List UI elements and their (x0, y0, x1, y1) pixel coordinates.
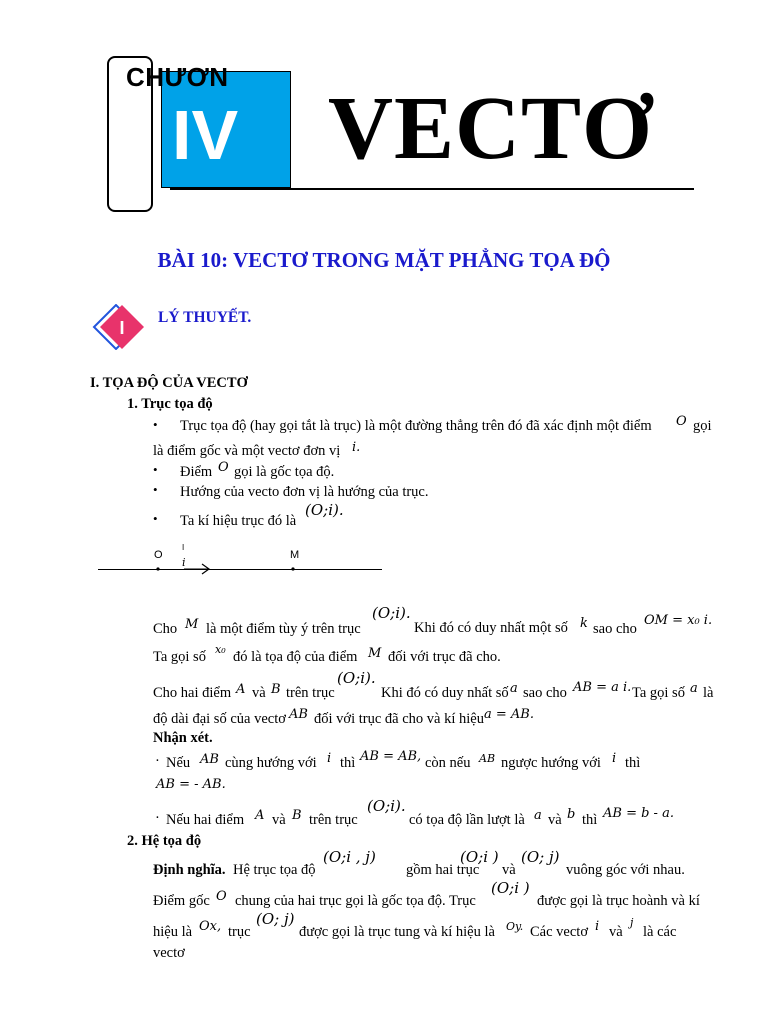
para-1-text: Khi đó có duy nhất một số (414, 620, 568, 636)
definition-text: Điểm gốc (153, 893, 210, 909)
math-symbol: Oy. (506, 920, 524, 933)
math-symbol: (O;i). (305, 501, 344, 519)
para-3-text: sao cho (523, 685, 567, 701)
definition-text: chung của hai trục gọi là gốc tọa độ. Trục (235, 893, 476, 909)
bullet-dot: • (153, 482, 158, 497)
math-symbol: (O;i ) (460, 848, 499, 866)
remark-title: Nhận xét. (153, 730, 213, 746)
math-symbol: Ox, (199, 919, 222, 934)
definition-text: được gọi là trục tung và kí hiệu là (299, 924, 495, 940)
math-formula: AB = a i. (573, 680, 632, 695)
definition-text: được gọi là trục hoành và kí (537, 893, 700, 909)
axis-tick-mark: I (182, 543, 185, 552)
math-symbol: a (690, 681, 698, 696)
definition-text: và (609, 924, 623, 940)
math-symbol: AB (479, 752, 496, 765)
math-symbol: A (255, 808, 265, 823)
math-symbol: (O;i). (367, 797, 406, 815)
section-label: LÝ THUYẾT. (158, 309, 252, 326)
remark-1-text: cùng hướng với (225, 755, 317, 771)
heading-he-toa-do: 2. Hệ tọa độ (127, 833, 202, 849)
math-symbol: M (185, 617, 199, 632)
para-3-text: trên trục (286, 685, 335, 701)
definition-text: vuông góc với nhau. (566, 862, 685, 878)
para-1-text: sao cho (593, 621, 637, 637)
bullet-3-text: Hướng của vecto đơn vị là hướng của trục. (180, 484, 429, 500)
para-1-text: là một điểm tùy ý trên trục (206, 621, 361, 637)
math-symbol: (O;i ) (491, 879, 530, 897)
lesson-title: BÀI 10: VECTƠ TRONG MẶT PHẲNG TỌA ĐỘ (157, 248, 611, 272)
math-symbol: M (368, 646, 382, 661)
section-badge-text: I (119, 318, 125, 338)
title-underline (170, 188, 694, 190)
math-symbol: B (292, 808, 302, 823)
heading-toa-do-vecto: I. TỌA ĐỘ CỦA VECTƠ (90, 375, 248, 391)
para-4-text: đối với trục đã cho và kí hiệu (314, 711, 484, 727)
section-badge (92, 304, 154, 350)
axis-label-i: i (182, 556, 186, 569)
para-2-text: đó là tọa độ của điểm (233, 649, 358, 665)
remark-2-text: và (548, 812, 562, 828)
bullet-4-text: Ta kí hiệu trục đó là (180, 513, 297, 529)
math-symbol: (O;i , j) (323, 848, 376, 866)
para-4-text: độ dài đại số của vectơ (153, 711, 286, 727)
math-symbol: AB (289, 707, 308, 722)
axis-label-o: O (154, 549, 163, 561)
math-symbol: B (271, 682, 281, 697)
para-3-text: Cho hai điểm (153, 685, 232, 701)
math-symbol: O (218, 460, 229, 475)
bullet-dot: • (153, 511, 158, 526)
para-3-text: Khi đó có duy nhất số (381, 685, 509, 701)
bullet-1-text: Trục tọa độ (hay gọi tắt là trục) là một đường thẳng trên đó đã xác định một điểm (180, 418, 652, 434)
math-symbol: a (510, 681, 518, 696)
math-symbol: i (612, 751, 617, 766)
math-symbol: i. (352, 440, 361, 455)
math-symbol: AB (200, 752, 219, 767)
bullet-2-text-end: gọi là gốc tọa độ. (234, 464, 335, 480)
math-formula: AB = b - a. (603, 806, 674, 821)
para-3-text: Ta gọi số (632, 685, 685, 701)
chapter-label: CHƯƠN (126, 62, 229, 92)
math-symbol: (O; j) (256, 910, 295, 928)
para-2-text: Ta gọi số (153, 649, 206, 665)
remark-1-text: còn nếu (425, 755, 471, 771)
math-symbol: (O;i). (337, 669, 376, 687)
definition-text: gồm hai trục (406, 862, 480, 878)
math-symbol: a (534, 808, 542, 823)
remark-1-text: thì (625, 755, 641, 771)
definition-text: trục (228, 924, 251, 940)
remark-2-text: có tọa độ lần lượt là (409, 812, 525, 828)
math-symbol: x₀ (215, 643, 226, 656)
remark-2-text: trên trục (309, 812, 358, 828)
math-formula: OM = x₀ i. (644, 613, 713, 628)
math-symbol: i (327, 751, 332, 766)
definition-text: vectơ (153, 945, 185, 961)
math-formula: a = AB. (484, 707, 534, 722)
definition-text: Hệ trục tọa độ (233, 862, 316, 878)
axis-label-m: M (290, 549, 300, 561)
math-symbol: k (580, 616, 588, 631)
math-symbol: (O;i). (372, 604, 411, 622)
chapter-number: IV (172, 96, 239, 174)
remark-1-text: ngược hướng với (501, 755, 601, 771)
math-symbol: b (567, 807, 576, 822)
para-3-text: và (252, 685, 266, 701)
heading-truc-toa-do: 1. Trục tọa độ (127, 396, 213, 412)
bullet-dot: • (153, 462, 158, 477)
remark-1-text: thì (340, 755, 356, 771)
math-symbol: O (676, 414, 687, 429)
definition-title: Định nghĩa. (153, 862, 226, 878)
math-symbol: A (236, 682, 246, 697)
math-formula: AB = AB, (360, 749, 422, 764)
remark-1-text: Nếu (166, 755, 191, 771)
math-symbol: O (216, 889, 227, 904)
remark-bullet: · (155, 810, 160, 826)
chapter-title: VECTƠ (328, 79, 654, 178)
remark-bullet: · (155, 753, 160, 769)
math-formula: AB = - AB. (156, 777, 226, 792)
definition-text: hiệu là (153, 924, 193, 940)
diamond-icon (92, 304, 154, 350)
math-symbol: (O; j) (521, 848, 560, 866)
math-symbol: i (595, 919, 600, 934)
definition-text: và (502, 862, 516, 878)
remark-2-text: và (272, 812, 286, 828)
bullet-1-text-end: gọi (693, 418, 712, 434)
bullet-2-text: Điểm (180, 464, 213, 480)
math-symbol: j (630, 916, 634, 929)
remark-2-text: Nếu hai điểm (166, 812, 245, 828)
axis-vector-arrow (150, 560, 310, 580)
para-2-text: đối với trục đã cho. (388, 649, 501, 665)
definition-text: Các vectơ (530, 924, 588, 940)
para-3-text: là (703, 685, 714, 701)
bullet-dot: • (153, 417, 158, 432)
remark-2-text: thì (582, 812, 598, 828)
para-1-text: Cho (153, 621, 178, 637)
bullet-1-text-cont: là điểm gốc và một vectơ đơn vị (153, 443, 341, 459)
definition-text: là các (643, 924, 677, 940)
